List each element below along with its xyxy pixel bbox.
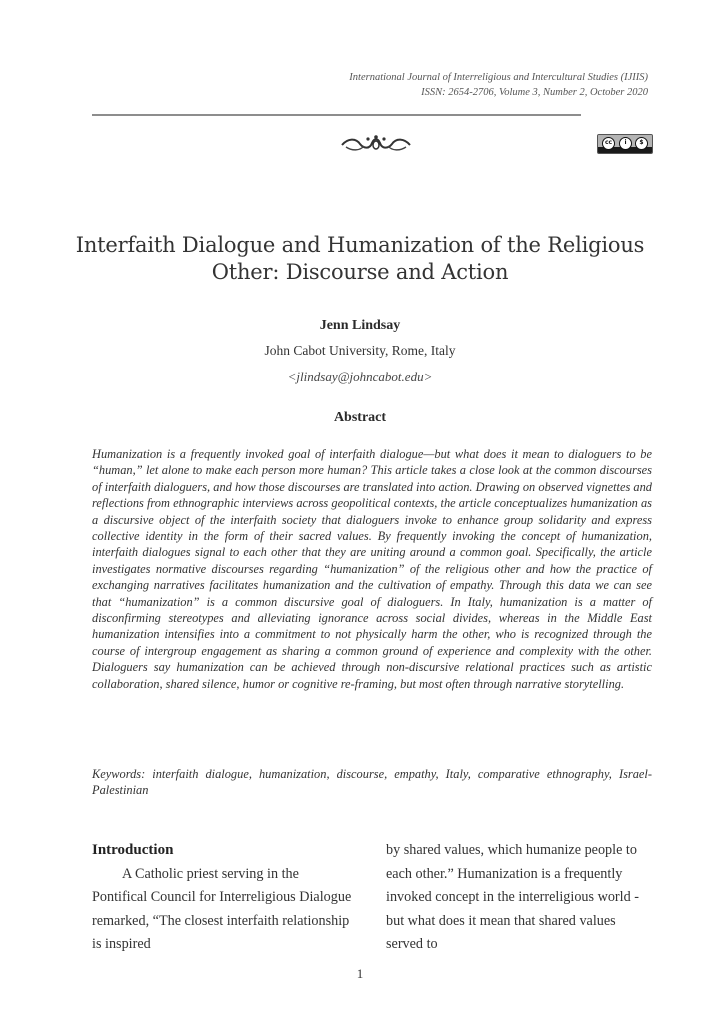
page-number: 1 [356, 966, 364, 981]
title-line-2: Other: Discourse and Action [211, 260, 509, 284]
cc-license-badge-icon [597, 134, 653, 154]
attribution-icon: i [619, 137, 632, 150]
author-name: Jenn Lindsay [319, 318, 401, 333]
running-head [349, 70, 648, 100]
body-column-left [92, 839, 352, 957]
article-title [60, 232, 660, 286]
noncommercial-icon: $ [635, 137, 648, 150]
abstract-heading: Abstract [333, 410, 387, 425]
journal-name: International Journal of Interreligious and Intercultural Studies (IJIIS) [349, 72, 648, 83]
author-email: <jlindsay@johncabot.edu> [287, 369, 433, 384]
author-affiliation: John Cabot University, Rome, Italy [264, 343, 456, 358]
introduction-heading: Introduction [92, 842, 174, 858]
cc-icon: cc [602, 137, 615, 150]
header-rule [92, 114, 581, 116]
issue-info: ISSN: 2654-2706, Volume 3, Number 2, October 2020 [421, 87, 648, 98]
ornament-flourish-icon [338, 134, 414, 154]
keywords: Keywords: interfaith dialogue, humanization, discourse, empathy, Italy, comparative ethnography, Israel-Palestinian [92, 767, 652, 798]
body-column-right: by shared values, which humanize people to each other.” Humanization is a frequently invoked concept in the interreligious world - but what does it mean that shared values served to [386, 842, 639, 952]
introduction-paragraph-start: A Catholic priest serving in the Pontifical Council for Interreligious Dialogue remarked, “The closest interfaith relationship is inspired [92, 865, 352, 952]
abstract-body: Humanization is a frequently invoked goal of interfaith dialogue—but what does it mean to dialoguers to be “human,” let alone to make each person more human? This article takes a close look at the common discourses of interfaith dialoguers, and how those discourses are translated into action. Drawing on observed vignettes and reflections from ethnographic interviews across geopolitical contexts, the article conceptualizes humanization as a discursive object of the interfaith society that dialoguers invoke to enhance group solidarity and express collective identity in the form of their sacred values. By frequently invoking the concept of humanization, interfaith dialogues signal to each other that they are uniting around a common goal. Specifically, the article investigates normative discourses regarding “humanization” of the religious other and how the practice of exchanging narratives facilitates humanization and the cultivation of empathy. Through this data we can see that “humanization” is a common discursive goal of dialoguers. In Italy, humanization is a matter of disconfirming stereotypes and alleviating ignorance across social divides, whereas in the Middle East humanization intensifies into a commitment to not physically harm the other, who is recognized through the course of intergroup engagement as sharing a common ground of experience and complexity with the other. Dialoguers say humanization can be achieved through non-discursive relational practices such as artistic collaboration, shared silence, humor or cognitive re-framing, but most often through narrative storytelling. [92, 447, 652, 691]
title-line-1: Interfaith Dialogue and Humanization of the Religious [75, 233, 645, 257]
